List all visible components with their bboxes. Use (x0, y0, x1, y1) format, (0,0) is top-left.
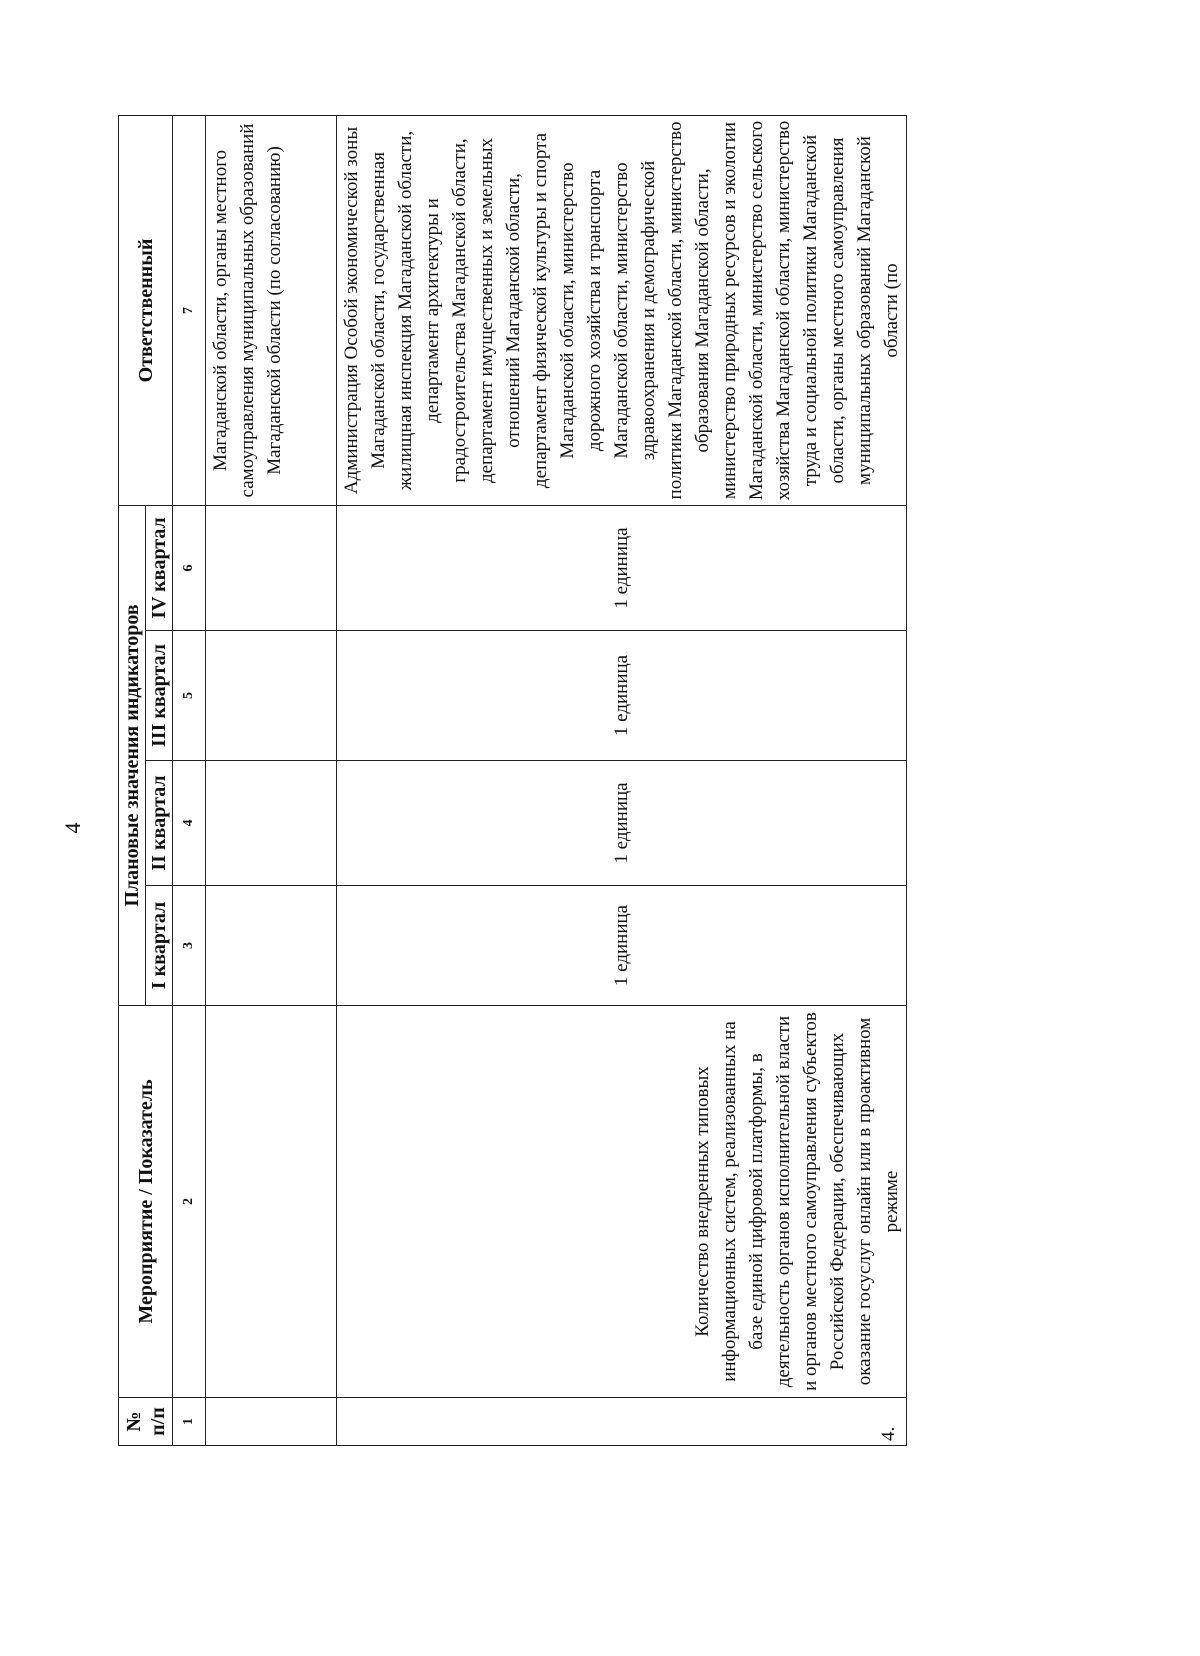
colnum-2: 2 (173, 1006, 206, 1398)
header-q2: II квартал (146, 761, 173, 886)
header-responsible: Ответственный (119, 115, 173, 505)
header-q3: III квартал (146, 631, 173, 761)
row-continued-q2 (206, 761, 337, 886)
colnum-6: 6 (173, 505, 206, 630)
row-continued-q1 (206, 886, 337, 1006)
table-row (337, 115, 907, 1445)
row-4-indicator: Количество внедренных типовых информационных систем, реализованных на базе единой цифровой платформы, в деятельность органов исполнительной власти и органов местного самоуправления субъектов Российской Федерации, обеспечивающих оказание госуслуг онлайн или в проактивном режиме (337, 1006, 907, 1398)
row-4-q4: 1 единица (337, 505, 907, 630)
colnum-4: 4 (173, 761, 206, 886)
header-row (119, 115, 146, 1445)
row-4-q3: 1 единица (337, 631, 907, 761)
header-plan-values: Плановые значения индикаторов (119, 505, 146, 1005)
row-4-q1: 1 единица (337, 886, 907, 1006)
colnum-3: 3 (173, 886, 206, 1006)
header-q1: I квартал (146, 886, 173, 1006)
colnum-7: 7 (173, 115, 206, 505)
table-row (206, 115, 337, 1445)
page-number: 4 (60, 822, 85, 834)
colnum-1: 1 (173, 1398, 206, 1446)
row-continued-indicator (206, 1006, 337, 1398)
row-4-number: 4. (878, 1426, 899, 1441)
indicators-table (118, 115, 907, 1446)
row-4-responsible: Администрация Особой экономической зоны Магаданской области, государственная жилищная инспекция Магаданской области, департамент архитектуры и градостроительства Магаданской области, департамент имущественных и земельных отношений Магаданской области, департамент физической культуры и спорта Магаданской области, министерство дорожного хозяйства и транспорта Магаданской области, министерство здравоохранения и демографической политики Магаданской области, министерство образования Магаданской области, министерство природных ресурсов и экологии Магаданской области, министерство сельского хозяйства Магаданской области, министерство труда и социальной политики Магаданской области, органы местного самоуправления муниципальных образований Магаданской области (по (337, 115, 907, 505)
colnum-5: 5 (173, 631, 206, 761)
row-continued-q3 (206, 631, 337, 761)
row-4-q2: 1 единица (337, 761, 907, 886)
row-continued-q4 (206, 505, 337, 630)
header-num: № п/п (119, 1398, 173, 1446)
header-indicator: Мероприятие / Показатель (119, 1006, 173, 1398)
row-continued-responsible: Магаданской области, органы местного самоуправления муниципальных образований Магаданской области (по согласованию) (206, 115, 337, 505)
row-4-num (337, 1398, 907, 1446)
column-number-row (173, 115, 206, 1445)
row-continued-num (206, 1398, 337, 1446)
header-q4: IV квартал (146, 505, 173, 630)
